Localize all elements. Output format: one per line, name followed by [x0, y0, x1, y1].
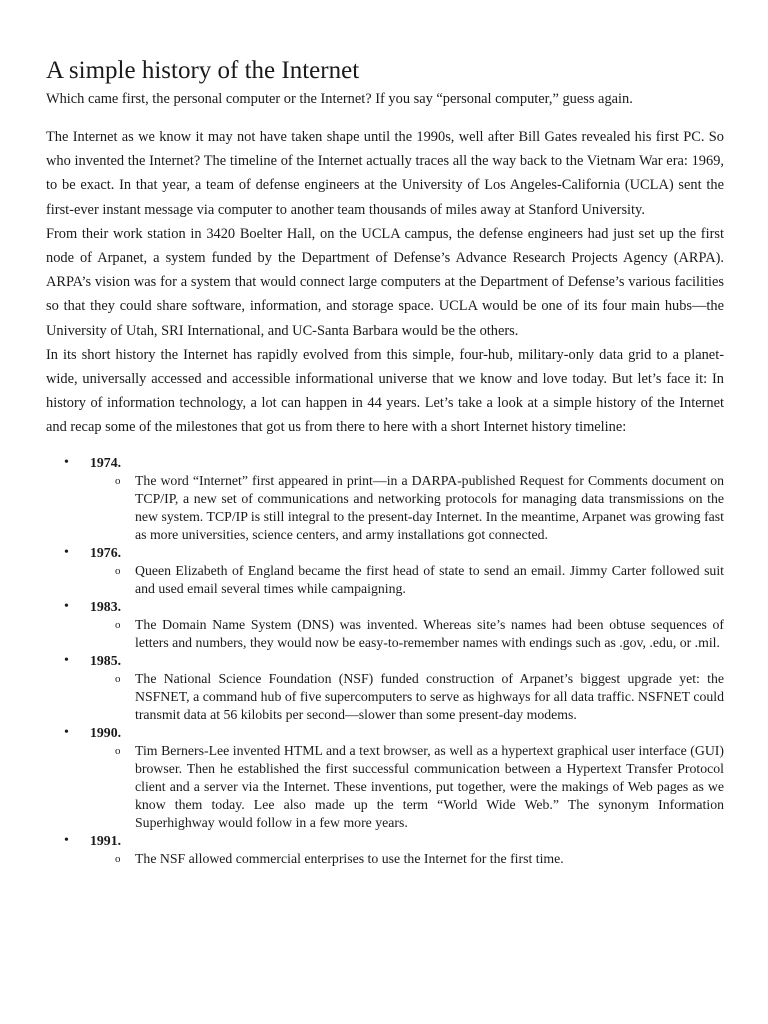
timeline-item — [46, 652, 724, 724]
bullet-icon: • — [64, 652, 69, 668]
timeline-text: The NSF allowed commercial enterprises to use the Internet for the first time. — [135, 850, 564, 866]
timeline-text: Tim Berners-Lee invented HTML and a text browser, as well as a hypertext graphical user interface (GUI) browser. Then he established the first successful communication between a Hypertext Transfer Protocol client and a server via the Internet. These inventions, put together, were the makings of Web pages as we know them today. Lee also made up the term “World Wide Web.” The synonym Information Superhighway would follow in a few more years. — [135, 742, 724, 830]
timeline-text: The National Science Foundation (NSF) funded construction of Arpanet’s biggest upgrade yet: the NSFNET, a command hub of five supercomputers to serve as highways for all data traffic. NSFNET could transmit data at 56 kilobits per second—slower than some present-day modems. — [135, 670, 724, 722]
timeline-year: 1990. — [90, 724, 122, 740]
timeline-detail — [90, 472, 724, 544]
bullet-icon: • — [64, 724, 69, 740]
timeline-item — [46, 598, 724, 652]
paragraph: In its short history the Internet has rapidly evolved from this simple, four-hub, military-only data grid to a planet-wide, universally accessed and accessible informational universe that we know and love today. But let’s face it: In history of information technology, a lot can happen in 44 years. Let’s take a look at a simple history of the Internet and recap some of the milestones that got us from there to here with a short Internet history timeline: — [46, 346, 724, 436]
bullet-icon: • — [64, 454, 69, 470]
timeline-item — [46, 832, 724, 868]
page-title: A simple history of the Internet — [46, 57, 360, 84]
timeline-detail — [90, 562, 724, 598]
sub-bullet-icon: o — [115, 672, 121, 685]
timeline-detail — [90, 616, 724, 652]
sub-bullet-icon: o — [115, 474, 121, 487]
timeline-year: 1991. — [90, 832, 122, 848]
bullet-icon: • — [64, 598, 69, 614]
timeline-list — [46, 454, 724, 868]
timeline-year: 1985. — [90, 652, 122, 668]
paragraph: From their work station in 3420 Boelter Hall, on the UCLA campus, the defense engineers had just set up the first node of Arpanet, a system funded by the Department of Defense’s Advance Research Projects Agency (ARPA). ARPA’s vision was for a system that would connect large computers at the Department of Defense’s various facilities so that they could share software, information, and storage space. UCLA would be one of its four main hubs—the University of Utah, SRI International, and UC-Santa Barbara would be the others. — [46, 225, 724, 339]
timeline-detail — [90, 742, 724, 832]
paragraph: The Internet as we know it may not have taken shape until the 1990s, well after Bill Gates revealed his first PC. So who invented the Internet? The timeline of the Internet actually traces all the way back to the Vietnam War era: 1969, to be exact. In that year, a team of defense engineers at the University of Los Angeles-California (UCLA) sent the first-ever instant message via computer to another team thousands of miles away at Stanford University. — [46, 129, 724, 218]
timeline-detail — [90, 670, 724, 724]
timeline-item — [46, 544, 724, 598]
sub-bullet-icon: o — [115, 744, 121, 757]
subtitle: Which came first, the personal computer or the Internet? If you say “personal computer,” guess again. — [46, 91, 633, 107]
timeline-detail — [90, 850, 724, 868]
timeline-text: The word “Internet” first appeared in print—in a DARPA-published Request for Comments document on TCP/IP, a new set of communications and networking protocols for managing data transmissions on the new system. TCP/IP is still integral to the present-day Internet. In the meantime, Arpanet was growing fast as more universities, science centers, and army installations got connected. — [135, 472, 724, 542]
timeline-text: The Domain Name System (DNS) was invented. Whereas site’s names had been obtuse sequences of letters and numbers, they would now be easy-to-remember names with endings such as .gov, .edu, or .mil. — [135, 616, 724, 650]
timeline-text: Queen Elizabeth of England became the first head of state to send an email. Jimmy Carter followed suit and used email several times while campaigning. — [135, 562, 724, 596]
bullet-icon: • — [64, 832, 69, 848]
timeline-item — [46, 724, 724, 832]
sub-bullet-icon: o — [115, 564, 121, 577]
timeline-item — [46, 454, 724, 544]
sub-bullet-icon: o — [115, 852, 121, 865]
bullet-icon: • — [64, 544, 69, 560]
sub-bullet-icon: o — [115, 618, 121, 631]
timeline-year: 1976. — [90, 544, 122, 560]
timeline-year: 1983. — [90, 598, 122, 614]
timeline-year: 1974. — [90, 454, 122, 470]
